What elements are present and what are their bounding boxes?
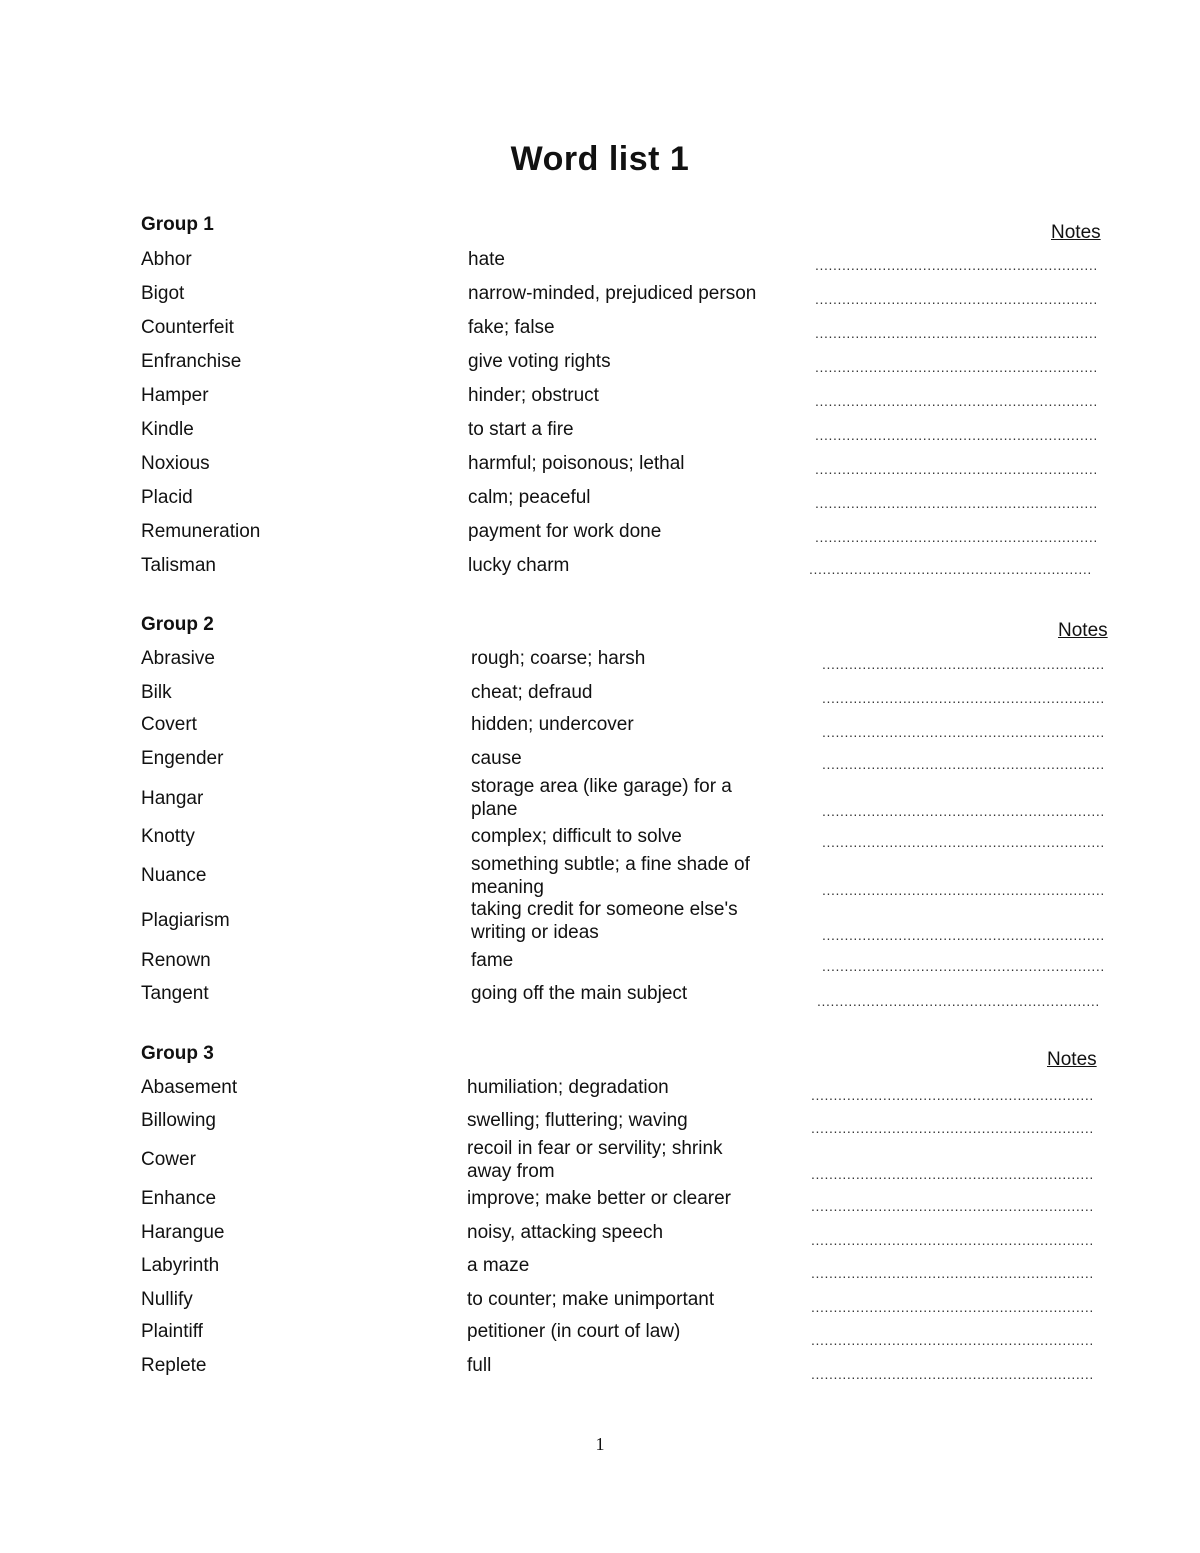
notes-dots: ............................................................... — [811, 1232, 1094, 1248]
word-definition: petitioner (in court of law) — [467, 1321, 681, 1342]
word-term: Hangar — [141, 788, 204, 809]
word-definition: give voting rights — [468, 351, 611, 372]
word-definition: fame — [471, 950, 514, 971]
word-term: Counterfeit — [141, 317, 234, 338]
notes-dots: ............................................................... — [815, 291, 1098, 307]
word-definition: complex; difficult to solve — [471, 826, 682, 847]
notes-dots: ............................................................... — [809, 561, 1092, 577]
notes-label: Notes — [1051, 222, 1101, 243]
word-term: Placid — [141, 487, 193, 508]
notes-dots: ............................................................... — [822, 882, 1105, 898]
notes-dots: ............................................................... — [815, 393, 1098, 409]
page-number: 1 — [595, 1434, 605, 1454]
word-term: Covert — [141, 714, 197, 735]
word-term: Plaintiff — [141, 1321, 203, 1342]
notes-dots: ............................................................... — [822, 927, 1105, 943]
notes-dots: ............................................................... — [815, 495, 1098, 511]
word-term: Enfranchise — [141, 351, 242, 372]
notes-dots: ............................................................... — [815, 325, 1098, 341]
word-term: Hamper — [141, 385, 209, 406]
word-term: Nullify — [141, 1289, 193, 1310]
notes-dots: ............................................................... — [822, 958, 1105, 974]
notes-dots: ............................................................... — [811, 1120, 1094, 1136]
group-title: Group 1 — [141, 214, 214, 235]
word-definition: storage area (like garage) for a plane — [471, 776, 732, 820]
word-term: Remuneration — [141, 521, 261, 542]
word-definition: hinder; obstruct — [468, 385, 599, 406]
word-definition: something subtle; a fine shade of meaning — [471, 854, 750, 898]
word-definition: to counter; make unimportant — [467, 1289, 715, 1310]
word-term: Renown — [141, 950, 211, 971]
word-definition: noisy, attacking speech — [467, 1222, 664, 1243]
word-definition: taking credit for someone else's writing or ideas — [471, 899, 738, 943]
word-definition: cause — [471, 748, 522, 769]
word-term: Plagiarism — [141, 910, 230, 931]
word-term: Labyrinth — [141, 1255, 220, 1276]
notes-dots: ............................................................... — [811, 1166, 1094, 1182]
word-definition: humiliation; degradation — [467, 1077, 669, 1098]
word-term: Knotty — [141, 826, 195, 847]
group-title: Group 3 — [141, 1043, 214, 1064]
word-definition: hate — [468, 249, 505, 270]
word-term: Billowing — [141, 1110, 216, 1131]
word-definition: swelling; fluttering; waving — [467, 1110, 688, 1131]
word-definition: to start a fire — [468, 419, 574, 440]
notes-dots: ............................................................... — [815, 461, 1098, 477]
notes-label: Notes — [1058, 620, 1108, 641]
word-term: Cower — [141, 1149, 196, 1170]
word-term: Abrasive — [141, 648, 215, 669]
notes-dots: ............................................................... — [815, 427, 1098, 443]
word-definition: harmful; poisonous; lethal — [468, 453, 685, 474]
word-definition: going off the main subject — [471, 983, 688, 1004]
notes-dots: ............................................................... — [815, 529, 1098, 545]
notes-dots: ............................................................... — [822, 690, 1105, 706]
word-term: Engender — [141, 748, 224, 769]
word-term: Noxious — [141, 453, 210, 474]
word-term: Replete — [141, 1355, 207, 1376]
word-term: Harangue — [141, 1222, 225, 1243]
notes-dots: ............................................................... — [815, 359, 1098, 375]
word-definition: a maze — [467, 1255, 530, 1276]
word-definition: lucky charm — [468, 555, 570, 576]
word-definition: cheat; defraud — [471, 682, 593, 703]
group-title: Group 2 — [141, 614, 214, 635]
word-definition: hidden; undercover — [471, 714, 634, 735]
word-definition: calm; peaceful — [468, 487, 591, 508]
word-term: Enhance — [141, 1188, 217, 1209]
notes-dots: ............................................................... — [822, 834, 1105, 850]
notes-dots: ............................................................... — [815, 257, 1098, 273]
word-term: Nuance — [141, 865, 207, 886]
word-definition: payment for work done — [468, 521, 662, 542]
word-term: Bilk — [141, 682, 172, 703]
word-definition: narrow-minded, prejudiced person — [468, 283, 757, 304]
word-term: Abasement — [141, 1077, 238, 1098]
word-definition: recoil in fear or servility; shrink away from — [467, 1138, 723, 1182]
notes-dots: ............................................................... — [811, 1366, 1094, 1382]
notes-dots: ............................................................... — [811, 1198, 1094, 1214]
word-term: Abhor — [141, 249, 192, 270]
notes-dots: ............................................................... — [822, 724, 1105, 740]
notes-label: Notes — [1047, 1049, 1097, 1070]
notes-dots: ............................................................... — [811, 1087, 1094, 1103]
word-term: Kindle — [141, 419, 194, 440]
notes-dots: ............................................................... — [822, 756, 1105, 772]
notes-dots: ............................................................... — [822, 803, 1105, 819]
word-term: Tangent — [141, 983, 209, 1004]
notes-dots: ............................................................... — [822, 656, 1105, 672]
word-definition: improve; make better or clearer — [467, 1188, 731, 1209]
notes-dots: ............................................................... — [811, 1332, 1094, 1348]
word-definition: fake; false — [468, 317, 555, 338]
notes-dots: ............................................................... — [811, 1299, 1094, 1315]
word-definition: rough; coarse; harsh — [471, 648, 646, 669]
word-definition: full — [467, 1355, 492, 1376]
word-term: Bigot — [141, 283, 185, 304]
notes-dots: ............................................................... — [811, 1265, 1094, 1281]
word-term: Talisman — [141, 555, 216, 576]
notes-dots: ............................................................... — [817, 993, 1100, 1009]
page-title: Word list 1 — [510, 140, 690, 178]
